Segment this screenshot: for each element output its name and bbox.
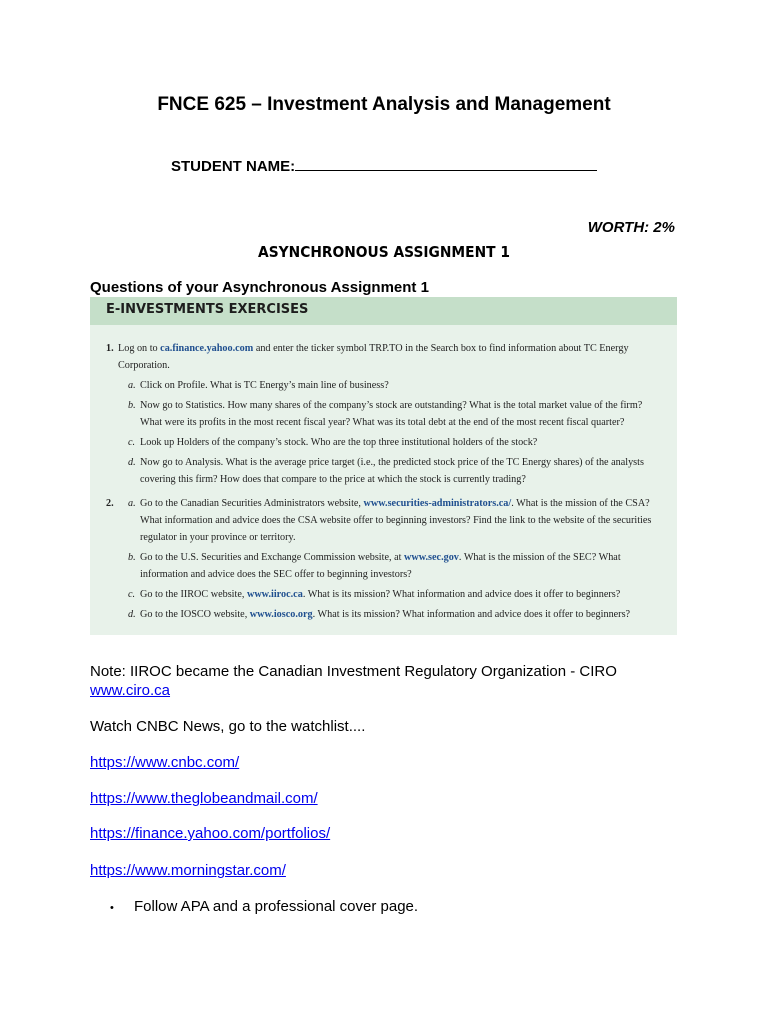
question-1d: [118, 454, 664, 488]
apa-bullet-text: Follow APA and a professional cover page.: [134, 898, 419, 915]
sub-letter: a.: [128, 380, 136, 391]
morningstar-link[interactable]: https://www.morningstar.com/: [90, 862, 286, 879]
question-2c-pre: Go to the IIROC website,: [140, 589, 247, 600]
question-2b-pre: Go to the U.S. Securities and Exchange Commission website, at: [140, 552, 404, 563]
question-2b-link: www.sec.gov: [404, 552, 459, 563]
question-2: [106, 495, 664, 623]
question-1b: [118, 397, 664, 431]
sub-letter: b.: [128, 400, 136, 411]
question-2c-link: www.iiroc.ca: [246, 589, 303, 600]
worth-label: WORTH: 2%: [587, 219, 675, 236]
yahoo-portfolios-link[interactable]: https://finance.yahoo.com/portfolios/: [90, 825, 331, 842]
exercises-box: [90, 297, 677, 635]
sub-letter: c.: [128, 437, 136, 448]
questions-heading: Questions of your Asynchronous Assignment 1: [90, 279, 429, 296]
sub-letter: d.: [128, 457, 136, 468]
student-name-field: [171, 156, 597, 175]
question-number: 2.: [106, 498, 114, 509]
student-name-label: STUDENT NAME:: [171, 158, 296, 175]
question-2c-post: . What is its mission? What information and advice does it offer to beginners?: [302, 589, 621, 600]
globeandmail-link[interactable]: https://www.theglobeandmail.com/: [90, 790, 318, 807]
sub-letter: b.: [128, 552, 136, 563]
question-1: [106, 340, 664, 488]
question-1-intro-post: and enter the ticker symbol TRP.TO in the Search box to find information about TC Energy Corporation.: [118, 343, 629, 371]
question-2d-link: www.iosco.org: [249, 609, 313, 620]
sub-letter: d.: [128, 609, 136, 620]
question-number: 1.: [106, 343, 114, 354]
ciro-link[interactable]: www.ciro.ca: [90, 682, 171, 699]
student-name-blank-line: [295, 156, 597, 171]
question-1c: [118, 434, 664, 451]
bullet-icon: •: [110, 902, 114, 914]
ciro-note: [90, 663, 617, 699]
watch-instruction: Watch CNBC News, go to the watchlist....: [90, 718, 366, 735]
question-1a: [118, 377, 664, 394]
question-1c-text: Look up Holders of the company’s stock. Who are the top three institutional holders of the stock?: [140, 437, 538, 448]
sub-letter: c.: [128, 589, 136, 600]
question-2d: [118, 606, 664, 623]
sub-letter: a.: [128, 498, 136, 509]
question-1b-text: Now go to Statistics. How many shares of the company’s stock are outstanding? What is the total market value of the firm? What were its profits in the most recent fiscal year? What was its total debt at the end of the most recent fiscal quarter?: [140, 400, 643, 428]
apa-bullet-item: [110, 898, 418, 915]
exercises-body: [106, 340, 664, 623]
question-2a-pre: Go to the Canadian Securities Administrators website,: [140, 498, 364, 509]
question-2a: [118, 495, 664, 546]
exercises-header: E-INVESTMENTS EXERCISES: [90, 297, 677, 325]
question-1d-text: Now go to Analysis. What is the average price target (i.e., the predicted stock price of the TC Energy shares) of the analysts covering this firm? How does that compare to the price at which the stock is currently trading?: [140, 457, 644, 485]
assignment-title: ASYNCHRONOUS ASSIGNMENT 1: [258, 243, 510, 261]
question-2c: [118, 586, 664, 603]
question-1-intro-pre: Log on to: [118, 343, 161, 354]
question-1-link: ca.finance.yahoo.com: [160, 343, 254, 354]
question-2d-post: . What is its mission? What information and advice does it offer to beginners?: [312, 609, 631, 620]
document-title: FNCE 625 – Investment Analysis and Management: [157, 94, 611, 115]
cnbc-link[interactable]: https://www.cnbc.com/: [90, 754, 240, 771]
question-2a-link: www.securities-administrators.ca/: [363, 498, 512, 509]
question-1a-text: Click on Profile. What is TC Energy’s main line of business?: [140, 380, 389, 391]
question-2d-pre: Go to the IOSCO website,: [140, 609, 250, 620]
question-2b: [118, 549, 664, 583]
question-2a-post: . What is the mission of the CSA? What information and advice does the CSA website offer to beginning investors? Find the link to the website of the securities regulator in your province or territory.: [140, 498, 652, 543]
ciro-note-text: Note: IIROC became the Canadian Investment Regulatory Organization - CIRO: [90, 663, 617, 680]
question-2b-post: . What is the mission of the SEC? What information and advice does the SEC offer to beginning investors?: [140, 552, 621, 580]
